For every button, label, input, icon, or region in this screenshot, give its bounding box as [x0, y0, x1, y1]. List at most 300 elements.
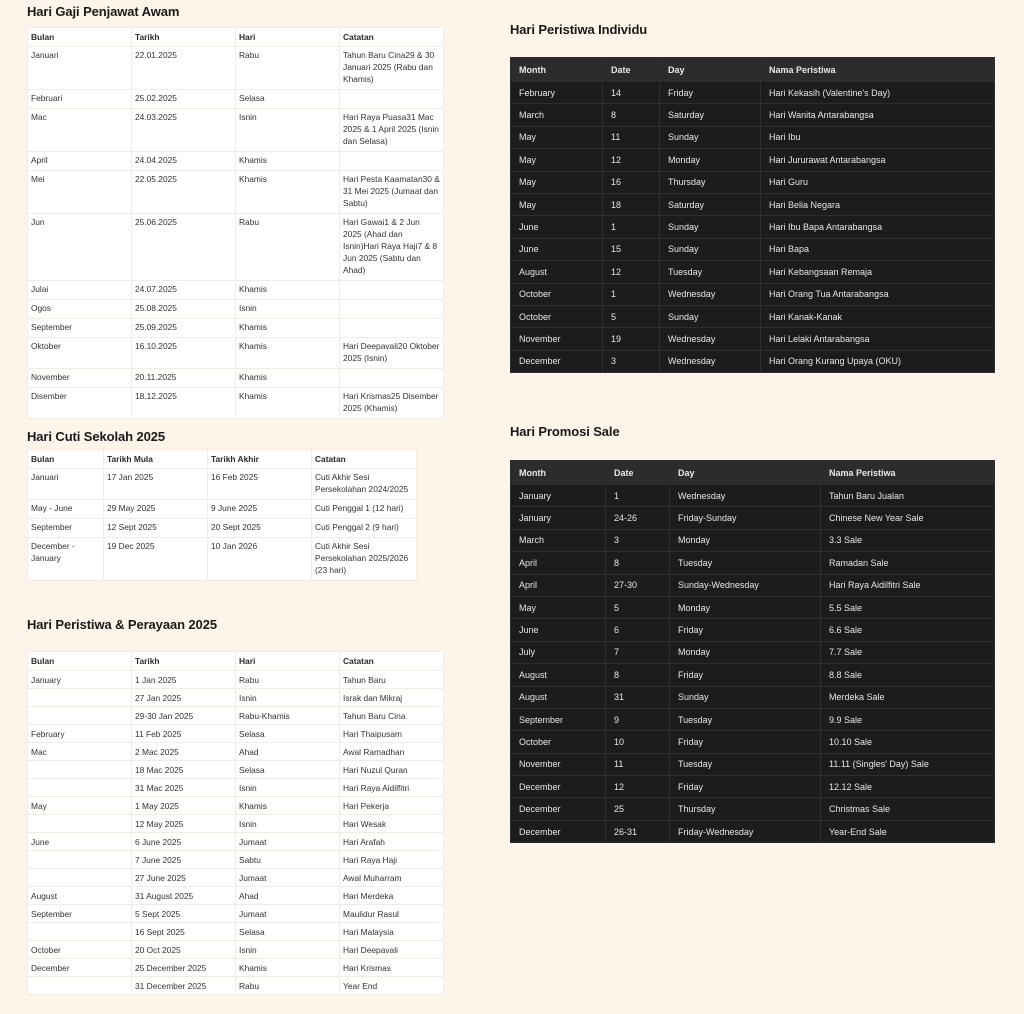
table-cell: 12: [606, 776, 670, 798]
section-title: Hari Peristiwa Individu: [510, 22, 648, 37]
table-cell: 26-31: [606, 820, 670, 842]
table-row: [28, 338, 444, 369]
table-cell: Hari Krismas: [340, 959, 444, 977]
table-cell: Tahun Baru Jualan: [821, 485, 995, 507]
table-cell: Hari Jururawat Antarabangsa: [761, 149, 995, 171]
table-cell: [28, 869, 132, 887]
table-cell: 27 Jan 2025: [132, 689, 236, 707]
table-cell: Rabu: [236, 671, 340, 689]
column-header: Day: [670, 461, 821, 485]
table-cell: 31: [606, 686, 670, 708]
table-cell: 10 Jan 2026: [208, 538, 312, 581]
column-header: Bulan: [28, 652, 132, 671]
table-cell: 7 June 2025: [132, 851, 236, 869]
table-cell: February: [28, 725, 132, 743]
table-cell: Tuesday: [670, 552, 821, 574]
section-peristiwa-individu: [510, 22, 995, 373]
table-cell: March: [511, 104, 603, 126]
column-header: Tarikh Mula: [104, 450, 208, 469]
table-row: [28, 171, 444, 214]
table-cell: Jun: [28, 214, 132, 281]
table-cell: June: [511, 619, 606, 641]
table-cell: October: [511, 305, 603, 327]
column-header: Tarikh Akhir: [208, 450, 312, 469]
table-cell: Rabu: [236, 977, 340, 995]
column-header: Tarikh: [132, 28, 236, 47]
table-cell: 17 Jan 2025: [104, 469, 208, 500]
table-row: [28, 815, 444, 833]
table-row: [28, 281, 444, 300]
section-title: Hari Cuti Sekolah 2025: [27, 429, 165, 444]
table-cell: Hari Arafah: [340, 833, 444, 851]
table-cell: Hari Orang Kurang Upaya (OKU): [761, 350, 995, 372]
table-row: [28, 519, 417, 538]
table-row: [511, 193, 995, 215]
table-cell: 14: [603, 82, 660, 104]
table-row: [28, 707, 444, 725]
table-row: [511, 305, 995, 327]
table-row: [511, 596, 995, 618]
table-cell: Monday: [660, 149, 761, 171]
table-cell: Khamis: [236, 319, 340, 338]
table-cell: Sunday-Wednesday: [670, 574, 821, 596]
table-cell: December: [511, 350, 603, 372]
table-cell: August: [511, 261, 603, 283]
table-cell: 22.01.2025: [132, 47, 236, 90]
table-cell: 7: [606, 641, 670, 663]
table-cell: August: [511, 686, 606, 708]
table-row: [28, 959, 444, 977]
table-cell: 16: [603, 171, 660, 193]
table-cell: Sunday: [660, 126, 761, 148]
table-cell: Hari Pesta Kaamatan30 & 31 Mei 2025 (Jumaat dan Sabtu): [340, 171, 444, 214]
table-cell: [28, 923, 132, 941]
table-cell: Ramadan Sale: [821, 552, 995, 574]
table-cell: 25.08.2025: [132, 300, 236, 319]
table-row: [511, 552, 995, 574]
table-cell: [340, 90, 444, 109]
table-cell: Ogos: [28, 300, 132, 319]
table-row: [28, 743, 444, 761]
table-cell: Hari Orang Tua Antarabangsa: [761, 283, 995, 305]
table-cell: December: [511, 776, 606, 798]
table-cell: 24-26: [606, 507, 670, 529]
table-cell: May: [511, 149, 603, 171]
section-title: Hari Gaji Penjawat Awam: [27, 4, 180, 19]
table-cell: Selasa: [236, 725, 340, 743]
table-cell: 12: [603, 261, 660, 283]
table-cell: Isnin: [236, 941, 340, 959]
table-cell: 25.09.2025: [132, 319, 236, 338]
table-cell: Monday: [670, 596, 821, 618]
table-row: [28, 725, 444, 743]
table-cell: 15: [603, 238, 660, 260]
table-cell: 24.07.2025: [132, 281, 236, 300]
table-cell: September: [28, 519, 104, 538]
table-cell: [28, 815, 132, 833]
table-cell: 19: [603, 328, 660, 350]
table-cell: Hari Ibu Bapa Antarabangsa: [761, 216, 995, 238]
table-cell: Mac: [28, 743, 132, 761]
table-row: [28, 977, 444, 995]
table-header-row: [28, 652, 444, 671]
section-peristiwa-perayaan: [27, 617, 444, 995]
table-cell: Thursday: [670, 798, 821, 820]
table-cell: Hari Lelaki Antarabangsa: [761, 328, 995, 350]
table-cell: Hari Deepavali20 Oktober 2025 (Isnin): [340, 338, 444, 369]
table-cell: Sabtu: [236, 851, 340, 869]
table-cell: Rabu-Khamis: [236, 707, 340, 725]
table-cell: 9 June 2025: [208, 500, 312, 519]
table-cell: Januari: [28, 47, 132, 90]
table-cell: [340, 152, 444, 171]
table-cell: October: [511, 283, 603, 305]
table-row: [28, 761, 444, 779]
table-cell: 1: [603, 283, 660, 305]
table-cell: Cuti Penggal 1 (12 hari): [312, 500, 417, 519]
table-cell: 1: [606, 485, 670, 507]
table-cell: August: [28, 887, 132, 905]
table-cell: May: [511, 126, 603, 148]
table-cell: 9: [606, 708, 670, 730]
table-cell: 25.02.2025: [132, 90, 236, 109]
table-cell: Tuesday: [670, 708, 821, 730]
table-cell: May: [511, 171, 603, 193]
table-cell: Rabu: [236, 214, 340, 281]
table-cell: Isnin: [236, 109, 340, 152]
table-cell: December: [511, 820, 606, 842]
table-cell: Year-End Sale: [821, 820, 995, 842]
table-cell: Jumaat: [236, 833, 340, 851]
table-cell: October: [511, 731, 606, 753]
table-cell: [340, 319, 444, 338]
column-header: Month: [511, 461, 606, 485]
table-cell: Khamis: [236, 369, 340, 388]
table-cell: Hari Pekerja: [340, 797, 444, 815]
table-row: [28, 779, 444, 797]
table-cell: 11: [603, 126, 660, 148]
table-cell: March: [511, 529, 606, 551]
column-header: Catatan: [312, 450, 417, 469]
table-cell: April: [511, 552, 606, 574]
table-cell: February: [511, 82, 603, 104]
table-cell: Khamis: [236, 281, 340, 300]
table-cell: December: [28, 959, 132, 977]
table-cell: Hari Wesak: [340, 815, 444, 833]
table-row: [511, 641, 995, 663]
cuti-table: [27, 449, 417, 581]
table-cell: Christmas Sale: [821, 798, 995, 820]
table-cell: [28, 689, 132, 707]
table-cell: [28, 977, 132, 995]
table-cell: 6: [606, 619, 670, 641]
table-cell: Khamis: [236, 152, 340, 171]
table-row: [28, 689, 444, 707]
table-cell: Januari: [28, 469, 104, 500]
table-cell: Friday: [670, 731, 821, 753]
table-row: [28, 47, 444, 90]
table-cell: December: [511, 798, 606, 820]
table-cell: Sunday: [670, 686, 821, 708]
table-cell: 27 June 2025: [132, 869, 236, 887]
table-cell: Sunday: [660, 305, 761, 327]
table-cell: 31 August 2025: [132, 887, 236, 905]
table-cell: 5.5 Sale: [821, 596, 995, 618]
table-row: [28, 369, 444, 388]
table-cell: August: [511, 664, 606, 686]
table-cell: 24.03.2025: [132, 109, 236, 152]
table-cell: Chinese New Year Sale: [821, 507, 995, 529]
table-cell: Friday: [670, 664, 821, 686]
table-cell: September: [28, 319, 132, 338]
table-cell: 12.12 Sale: [821, 776, 995, 798]
table-cell: 11 Feb 2025: [132, 725, 236, 743]
table-cell: May: [511, 596, 606, 618]
table-cell: Khamis: [236, 959, 340, 977]
table-cell: Oktober: [28, 338, 132, 369]
table-cell: 12 Sept 2025: [104, 519, 208, 538]
table-cell: [28, 707, 132, 725]
table-cell: Sunday: [660, 238, 761, 260]
table-cell: 16.10.2025: [132, 338, 236, 369]
table-cell: Hari Raya Aidilfitri Sale: [821, 574, 995, 596]
table-cell: June: [511, 238, 603, 260]
table-cell: Tuesday: [670, 753, 821, 775]
table-cell: Awal Muharram: [340, 869, 444, 887]
table-cell: November: [28, 369, 132, 388]
table-cell: June: [28, 833, 132, 851]
table-cell: Cuti Akhir Sesi Persekolahan 2024/2025: [312, 469, 417, 500]
table-row: [511, 328, 995, 350]
table-cell: 24.04.2025: [132, 152, 236, 171]
table-cell: Wednesday: [660, 328, 761, 350]
table-row: [28, 941, 444, 959]
table-cell: 27-30: [606, 574, 670, 596]
column-header: Month: [511, 58, 603, 82]
table-cell: Awal Ramadhan: [340, 743, 444, 761]
table-cell: Friday: [670, 619, 821, 641]
table-cell: Hari Belia Negara: [761, 193, 995, 215]
table-cell: Hari Raya Puasa31 Mac 2025 & 1 April 2025 (Isnin dan Selasa): [340, 109, 444, 152]
table-row: [28, 869, 444, 887]
table-cell: Hari Raya Haji: [340, 851, 444, 869]
table-row: [511, 820, 995, 842]
table-row: [28, 300, 444, 319]
table-row: [28, 671, 444, 689]
table-row: [511, 171, 995, 193]
table-cell: Ahad: [236, 743, 340, 761]
table-row: [28, 923, 444, 941]
table-cell: Hari Krismas25 Disember 2025 (Khamis): [340, 388, 444, 419]
table-cell: 5 Sept 2025: [132, 905, 236, 923]
table-row: [28, 851, 444, 869]
table-cell: Isnin: [236, 779, 340, 797]
table-cell: September: [28, 905, 132, 923]
table-cell: Monday: [670, 529, 821, 551]
table-cell: [340, 281, 444, 300]
table-cell: Khamis: [236, 338, 340, 369]
table-cell: 8: [606, 552, 670, 574]
table-cell: Tuesday: [660, 261, 761, 283]
table-cell: Hari Thaipusam: [340, 725, 444, 743]
table-cell: 12 May 2025: [132, 815, 236, 833]
table-cell: 8: [606, 664, 670, 686]
table-cell: May: [511, 193, 603, 215]
table-row: [511, 104, 995, 126]
table-cell: 11.11 (Singles' Day) Sale: [821, 753, 995, 775]
table-row: [511, 619, 995, 641]
table-row: [511, 776, 995, 798]
section-promosi-sale: [510, 424, 995, 843]
table-cell: Julai: [28, 281, 132, 300]
table-row: [28, 214, 444, 281]
table-row: [511, 283, 995, 305]
table-cell: 8: [603, 104, 660, 126]
column-header: Bulan: [28, 28, 132, 47]
table-cell: November: [511, 753, 606, 775]
table-cell: Thursday: [660, 171, 761, 193]
table-cell: Disember: [28, 388, 132, 419]
table-cell: January: [28, 671, 132, 689]
table-row: [511, 708, 995, 730]
table-cell: Hari Merdeka: [340, 887, 444, 905]
column-header: Catatan: [340, 28, 444, 47]
table-cell: September: [511, 708, 606, 730]
table-cell: Jumaat: [236, 905, 340, 923]
table-row: [28, 797, 444, 815]
table-cell: January: [511, 507, 606, 529]
section-title: Hari Promosi Sale: [510, 424, 620, 439]
table-cell: Selasa: [236, 761, 340, 779]
table-cell: 16 Feb 2025: [208, 469, 312, 500]
table-cell: Israk dan Mikraj: [340, 689, 444, 707]
table-row: [511, 507, 995, 529]
table-row: [511, 149, 995, 171]
table-cell: 3.3 Sale: [821, 529, 995, 551]
table-cell: June: [511, 216, 603, 238]
column-header: Tarikh: [132, 652, 236, 671]
column-header: Catatan: [340, 652, 444, 671]
table-cell: Hari Raya Aidilfitri: [340, 779, 444, 797]
table-header-row: [511, 461, 995, 485]
table-row: [511, 82, 995, 104]
table-cell: Tahun Baru Cina29 & 30 Januari 2025 (Rabu dan Khamis): [340, 47, 444, 90]
table-cell: January: [511, 485, 606, 507]
table-cell: 10.10 Sale: [821, 731, 995, 753]
table-row: [511, 574, 995, 596]
table-cell: [28, 851, 132, 869]
table-row: [28, 109, 444, 152]
table-cell: April: [511, 574, 606, 596]
table-cell: Isnin: [236, 815, 340, 833]
table-cell: Hari Kekasih (Valentine's Day): [761, 82, 995, 104]
table-cell: Selasa: [236, 923, 340, 941]
column-header: Date: [603, 58, 660, 82]
table-row: [511, 529, 995, 551]
perayaan-table: [27, 651, 444, 995]
table-row: [28, 388, 444, 419]
table-cell: 25: [606, 798, 670, 820]
table-cell: Hari Gawai1 & 2 Jun 2025 (Ahad dan Isnin)Hari Raya Haji7 & 8 Jun 2025 (Sabtu dan Ahad): [340, 214, 444, 281]
table-cell: 8.8 Sale: [821, 664, 995, 686]
table-cell: 29 May 2025: [104, 500, 208, 519]
table-cell: 6 June 2025: [132, 833, 236, 851]
table-cell: 12: [603, 149, 660, 171]
table-row: [28, 319, 444, 338]
table-header-row: [511, 58, 995, 82]
table-row: [28, 90, 444, 109]
table-cell: 31 December 2025: [132, 977, 236, 995]
individu-table: [510, 57, 995, 373]
table-cell: 11: [606, 753, 670, 775]
table-row: [511, 261, 995, 283]
table-row: [511, 126, 995, 148]
table-cell: Tahun Baru Cina: [340, 707, 444, 725]
table-row: [511, 216, 995, 238]
table-cell: Friday-Wednesday: [670, 820, 821, 842]
table-cell: Hari Malaysia: [340, 923, 444, 941]
table-cell: 2 Mac 2025: [132, 743, 236, 761]
table-cell: 6.6 Sale: [821, 619, 995, 641]
gaji-table: [27, 27, 444, 419]
table-row: [511, 731, 995, 753]
table-cell: Friday-Sunday: [670, 507, 821, 529]
table-cell: Friday: [670, 776, 821, 798]
table-cell: Mac: [28, 109, 132, 152]
promosi-table: [510, 460, 995, 843]
table-cell: 22.05.2025: [132, 171, 236, 214]
table-cell: Wednesday: [670, 485, 821, 507]
table-cell: May - June: [28, 500, 104, 519]
table-row: [511, 350, 995, 372]
table-cell: Selasa: [236, 90, 340, 109]
table-cell: 9.9 Sale: [821, 708, 995, 730]
table-cell: [340, 369, 444, 388]
column-header: Nama Peristiwa: [821, 461, 995, 485]
table-row: [511, 664, 995, 686]
table-cell: Maulidur Rasul: [340, 905, 444, 923]
table-cell: Hari Bapa: [761, 238, 995, 260]
table-row: [28, 833, 444, 851]
table-cell: 19 Dec 2025: [104, 538, 208, 581]
table-cell: 25 December 2025: [132, 959, 236, 977]
table-cell: 10: [606, 731, 670, 753]
table-cell: Wednesday: [660, 350, 761, 372]
table-row: [511, 238, 995, 260]
section-cuti-sekolah: [27, 429, 417, 581]
table-cell: Khamis: [236, 797, 340, 815]
table-cell: Sunday: [660, 216, 761, 238]
table-cell: 3: [603, 350, 660, 372]
table-cell: May: [28, 797, 132, 815]
table-row: [28, 538, 417, 581]
section-title: Hari Peristiwa & Perayaan 2025: [27, 617, 217, 632]
table-cell: December - January: [28, 538, 104, 581]
table-cell: Cuti Akhir Sesi Persekolahan 2025/2026 (23 hari): [312, 538, 417, 581]
table-cell: Tahun Baru: [340, 671, 444, 689]
column-header: Nama Peristiwa: [761, 58, 995, 82]
table-cell: Merdeka Sale: [821, 686, 995, 708]
table-cell: 1 Jan 2025: [132, 671, 236, 689]
table-cell: Saturday: [660, 193, 761, 215]
table-cell: 5: [606, 596, 670, 618]
table-cell: 29-30 Jan 2025: [132, 707, 236, 725]
table-cell: Monday: [670, 641, 821, 663]
table-cell: 20 Oct 2025: [132, 941, 236, 959]
table-row: [28, 469, 417, 500]
column-header: Date: [606, 461, 670, 485]
table-header-row: [28, 450, 417, 469]
